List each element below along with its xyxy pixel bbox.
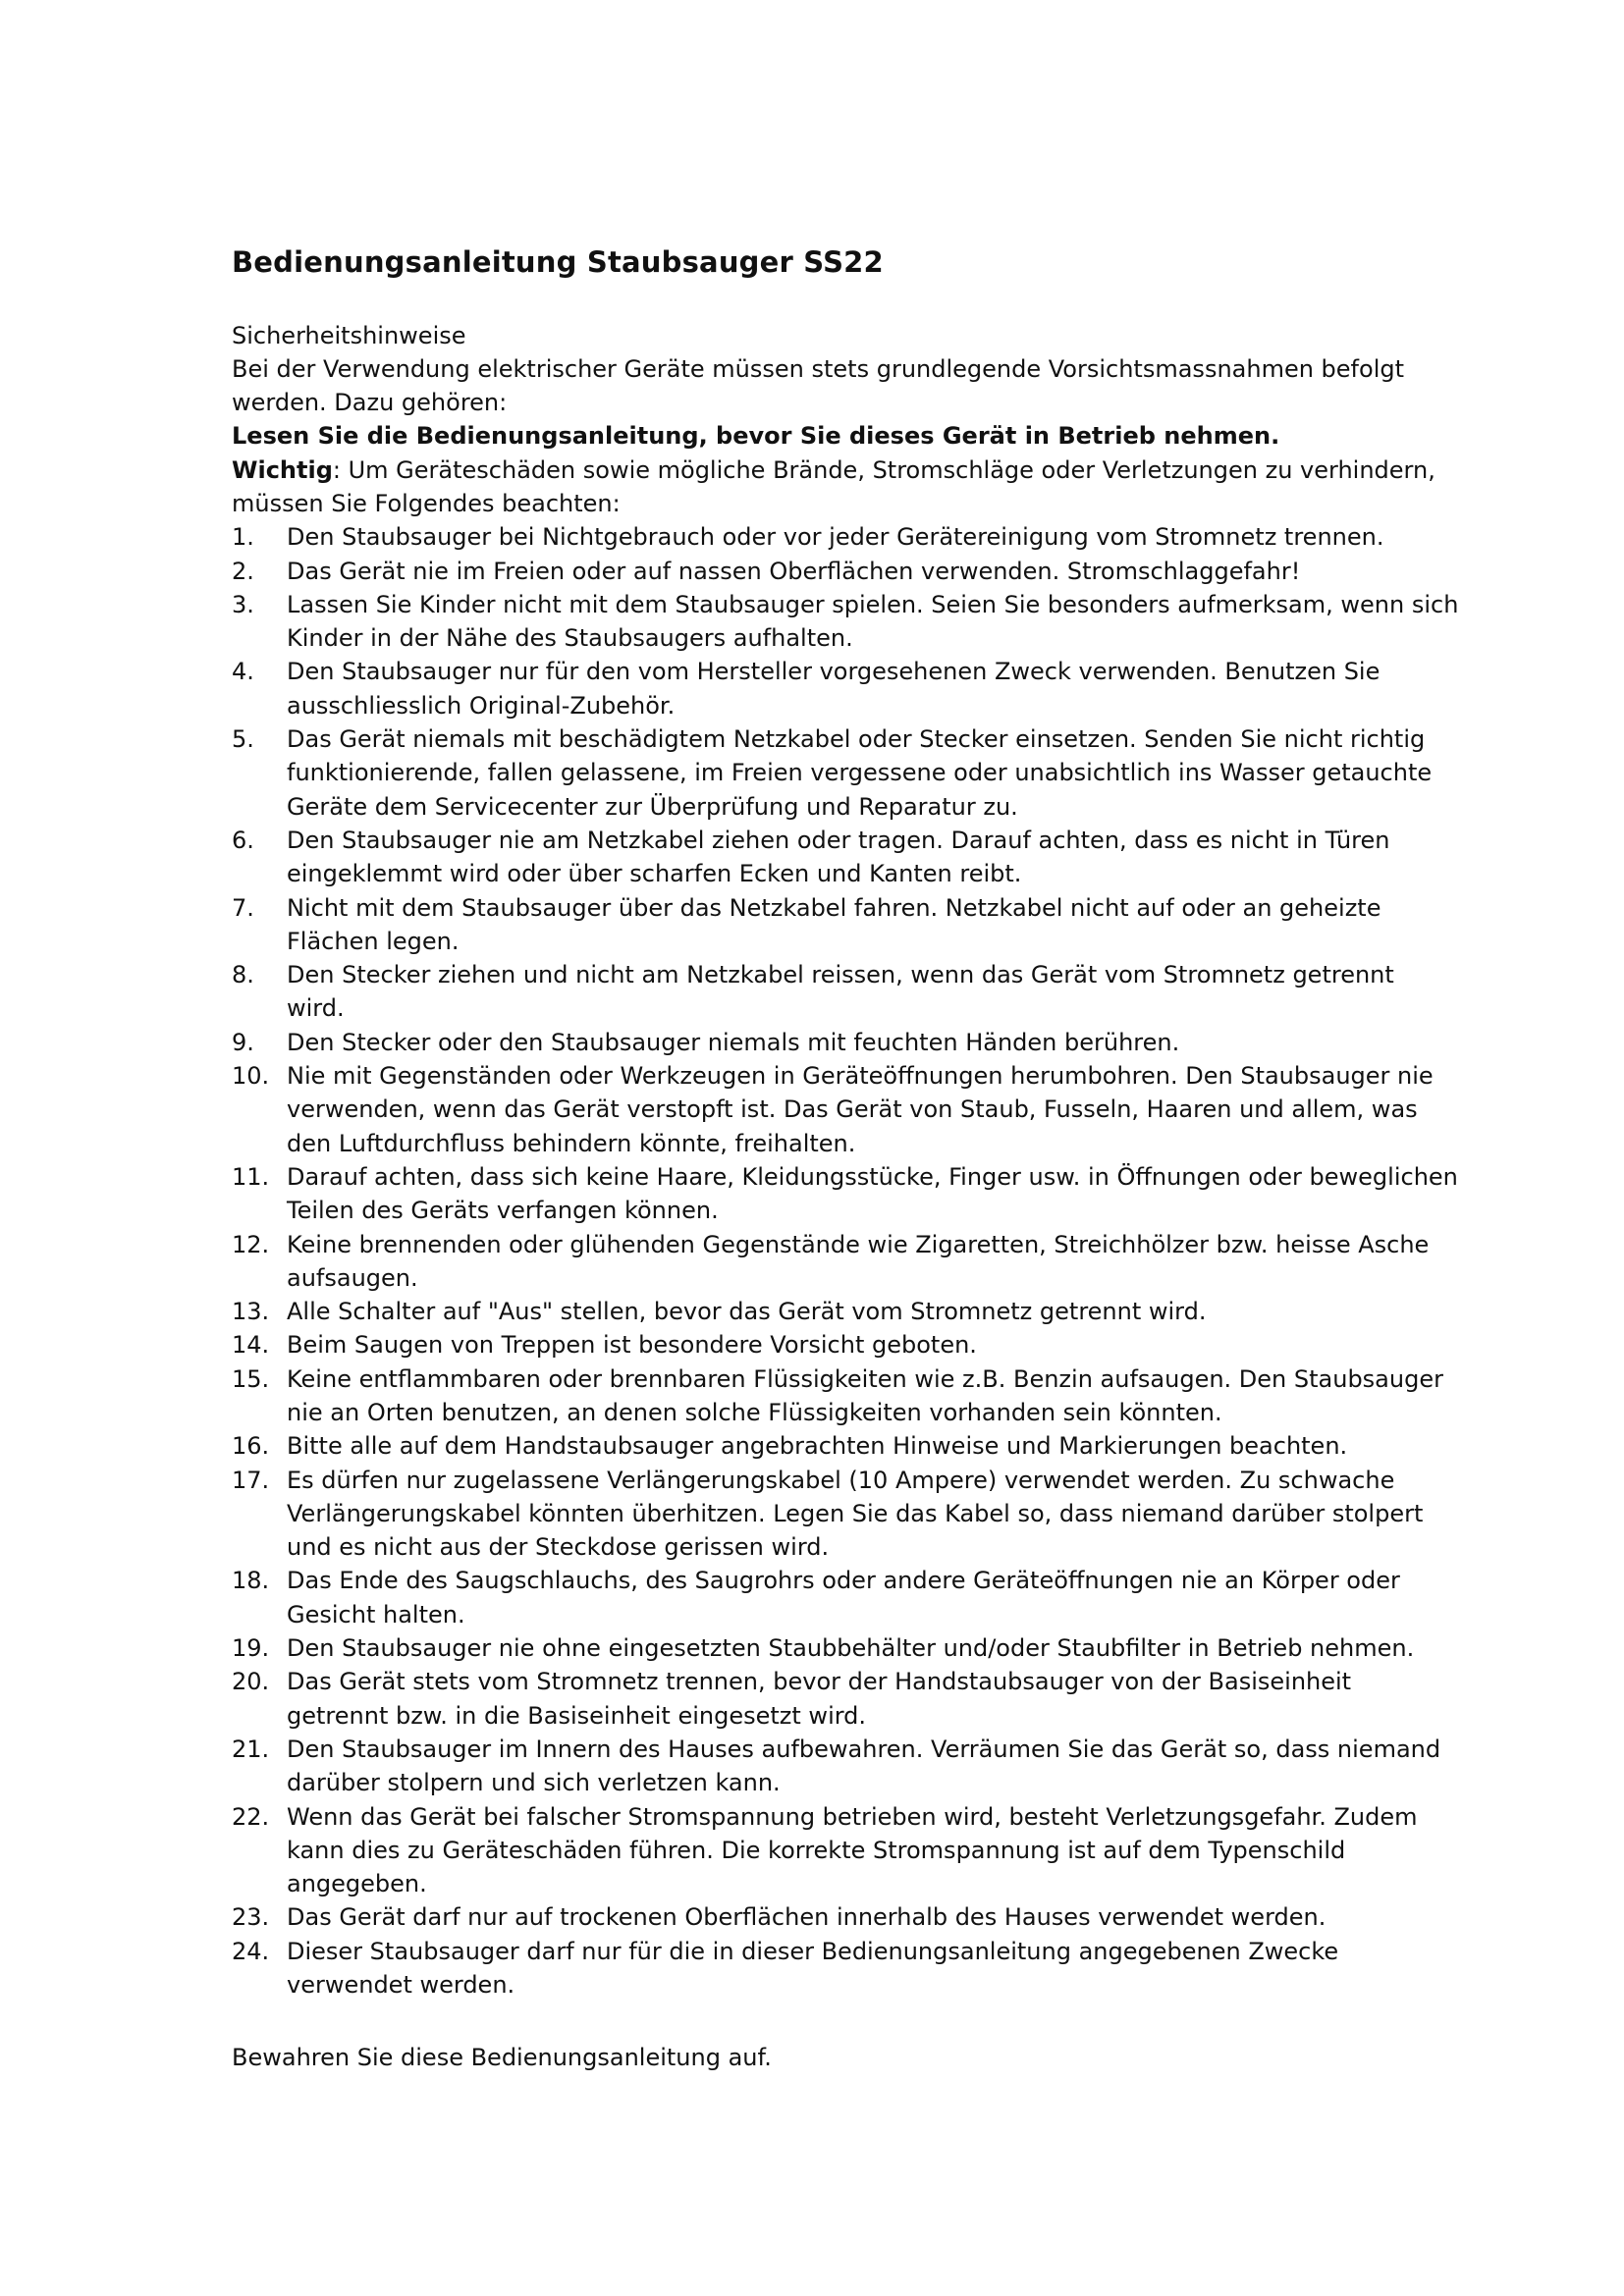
section-heading: Sicherheitshinweise [232, 321, 466, 349]
list-item-number: 12. [232, 1230, 270, 1258]
list-item [232, 1665, 1459, 1733]
list-item-number: 1. [232, 523, 254, 552]
list-item-text: Den Stecker ziehen und nicht am Netzkabel reissen, wenn das Gerät vom Stromnetz getrennt wird. [287, 961, 1394, 1023]
list-item-number: 13. [232, 1298, 270, 1326]
list-item [232, 722, 1459, 824]
list-item [232, 1362, 1459, 1430]
list-item [232, 1429, 1459, 1463]
list-item [232, 1935, 1459, 2002]
list-item [232, 891, 1459, 959]
list-item [232, 1631, 1459, 1665]
list-item [232, 1228, 1459, 1296]
list-item-text: Beim Saugen von Treppen ist besondere Vorsicht geboten. [287, 1331, 977, 1360]
list-item-text: Keine brennenden oder glühenden Gegenstände wie Zigaretten, Streichhölzer bzw. heisse Asche aufsaugen. [287, 1230, 1430, 1292]
list-item-number: 8. [232, 961, 254, 989]
important-paragraph [232, 454, 1459, 521]
list-item-text: Den Stecker oder den Staubsauger niemals mit feuchten Händen berühren. [287, 1028, 1180, 1056]
list-item [232, 958, 1459, 1026]
list-item-number: 15. [232, 1364, 270, 1393]
list-item-number: 6. [232, 826, 254, 854]
list-item-number: 16. [232, 1432, 270, 1461]
list-item [232, 1026, 1459, 1059]
list-item-number: 23. [232, 1903, 270, 1932]
document-page [232, 245, 1459, 2075]
list-item-number: 20. [232, 1668, 270, 1696]
list-item-number: 10. [232, 1062, 270, 1091]
list-item-text: Das Gerät nie im Freien oder auf nassen Oberflächen verwenden. Stromschlaggefahr! [287, 557, 1301, 585]
list-item-number: 21. [232, 1735, 270, 1763]
list-item-text: Den Staubsauger bei Nichtgebrauch oder vor jeder Gerätereinigung vom Stromnetz trennen. [287, 523, 1384, 552]
list-item [232, 1160, 1459, 1228]
list-item-text: Das Gerät niemals mit beschädigtem Netzkabel oder Stecker einsetzen. Senden Sie nicht richtig funktionierende, fallen gelassene, im Freien vergessene oder unabsichtlich ins Wasser getauchte Geräte dem Servicecenter zur Überprüfung und Reparatur zu. [287, 725, 1433, 821]
important-label: Wichtig [232, 455, 333, 484]
list-item-text: Das Gerät darf nur auf trockenen Oberflächen innerhalb des Hauses verwendet werden. [287, 1903, 1326, 1932]
list-item-text: Den Staubsauger nie ohne eingesetzten Staubbehälter und/oder Staubfilter in Betrieb nehmen. [287, 1634, 1415, 1663]
list-item-text: Alle Schalter auf "Aus" stellen, bevor das Gerät vom Stromnetz getrennt wird. [287, 1298, 1207, 1326]
list-item [232, 1564, 1459, 1631]
list-item-number: 24. [232, 1937, 270, 1965]
list-item-number: 19. [232, 1634, 270, 1663]
list-item-number: 4. [232, 658, 254, 686]
list-item [232, 520, 1459, 554]
list-item-number: 3. [232, 590, 254, 618]
list-item [232, 555, 1459, 588]
list-item-text: Bitte alle auf dem Handstaubsauger angebrachten Hinweise und Markierungen beachten. [287, 1432, 1348, 1461]
list-item [232, 1733, 1459, 1800]
important-text: : Um Geräteschäden sowie mögliche Brände, Stromschläge oder Verletzungen zu verhindern, müssen Sie Folgendes beachten: [232, 455, 1435, 517]
list-item [232, 1900, 1459, 1934]
list-item-text: Keine entflammbaren oder brennbaren Flüssigkeiten wie z.B. Benzin aufsaugen. Den Staubsauger nie an Orten benutzen, an denen solche Flüssigkeiten vorhanden sein könnten. [287, 1364, 1443, 1426]
list-item-number: 18. [232, 1567, 270, 1595]
list-item [232, 1059, 1459, 1160]
list-item-number: 22. [232, 1802, 270, 1831]
list-item-number: 2. [232, 557, 254, 585]
list-item-text: Den Staubsauger nur für den vom Hersteller vorgesehenen Zweck verwenden. Benutzen Sie ausschliesslich Original-Zubehör. [287, 658, 1380, 720]
closing-note: Bewahren Sie diese Bedienungsanleitung auf. [232, 2044, 772, 2072]
list-item [232, 655, 1459, 722]
list-item [232, 588, 1459, 656]
list-item-text: Das Ende des Saugschlauchs, des Saugrohrs oder andere Geräteöffnungen nie an Körper oder Gesicht halten. [287, 1567, 1400, 1629]
list-item-text: Das Gerät stets vom Stromnetz trennen, bevor der Handstaubsauger von der Basiseinheit getrennt bzw. in die Basiseinheit eingesetzt wird. [287, 1668, 1352, 1730]
list-item-number: 11. [232, 1162, 270, 1191]
list-item-number: 14. [232, 1331, 270, 1360]
list-item [232, 1464, 1459, 1565]
intro-paragraph: Bei der Verwendung elektrischer Geräte müssen stets grundlegende Vorsichtsmassnahmen befolgt werden. Dazu gehören: [232, 354, 1404, 417]
list-item-text: Den Staubsauger nie am Netzkabel ziehen oder tragen. Darauf achten, dass es nicht in Türen eingeklemmt wird oder über scharfen Ecken und Kanten reibt. [287, 826, 1390, 888]
bold-notice: Lesen Sie die Bedienungsanleitung, bevor Sie dieses Gerät in Betrieb nehmen. [232, 422, 1280, 451]
list-item-text: Es dürfen nur zugelassene Verlängerungskabel (10 Ampere) verwendet werden. Zu schwache Verlängerungskabel könnten überhitzen. Legen Sie das Kabel so, dass niemand darüber stolpert und es nicht aus der Steckdose gerissen wird. [287, 1466, 1424, 1562]
list-item-number: 17. [232, 1466, 270, 1494]
list-item-text: Den Staubsauger im Innern des Hauses aufbewahren. Verräumen Sie das Gerät so, dass niemand darüber stolpern und sich verletzen kann. [287, 1735, 1441, 1797]
list-item [232, 824, 1459, 891]
list-item-text: Wenn das Gerät bei falscher Stromspannung betrieben wird, besteht Verletzungsgefahr. Zudem kann dies zu Geräteschäden führen. Die korrekte Stromspannung ist auf dem Typenschild angegeben. [287, 1802, 1418, 1898]
safety-instructions-list [232, 520, 1459, 2002]
list-item-text: Darauf achten, dass sich keine Haare, Kleidungsstücke, Finger usw. in Öffnungen oder beweglichen Teilen des Geräts verfangen können. [287, 1162, 1458, 1225]
list-item-number: 9. [232, 1028, 254, 1056]
list-item-number: 7. [232, 893, 254, 922]
document-title: Bedienungsanleitung Staubsauger SS22 [232, 245, 884, 279]
list-item-text: Lassen Sie Kinder nicht mit dem Staubsauger spielen. Seien Sie besonders aufmerksam, wenn sich Kinder in der Nähe des Staubsaugers aufhalten. [287, 590, 1459, 653]
list-item-text: Dieser Staubsauger darf nur für die in dieser Bedienungsanleitung angegebenen Zwecke verwendet werden. [287, 1937, 1339, 2000]
list-item [232, 1800, 1459, 1901]
list-item [232, 1295, 1459, 1328]
list-item-number: 5. [232, 725, 254, 754]
list-item-text: Nie mit Gegenständen oder Werkzeugen in Geräteöffnungen herumbohren. Den Staubsauger nie verwenden, wenn das Gerät verstopft ist. Das Gerät von Staub, Fusseln, Haaren und allem, was den Luftdurchfluss behindern könnte, freihalten. [287, 1062, 1434, 1157]
list-item-text: Nicht mit dem Staubsauger über das Netzkabel fahren. Netzkabel nicht auf oder an geheizte Flächen legen. [287, 893, 1381, 955]
list-item [232, 1328, 1459, 1362]
